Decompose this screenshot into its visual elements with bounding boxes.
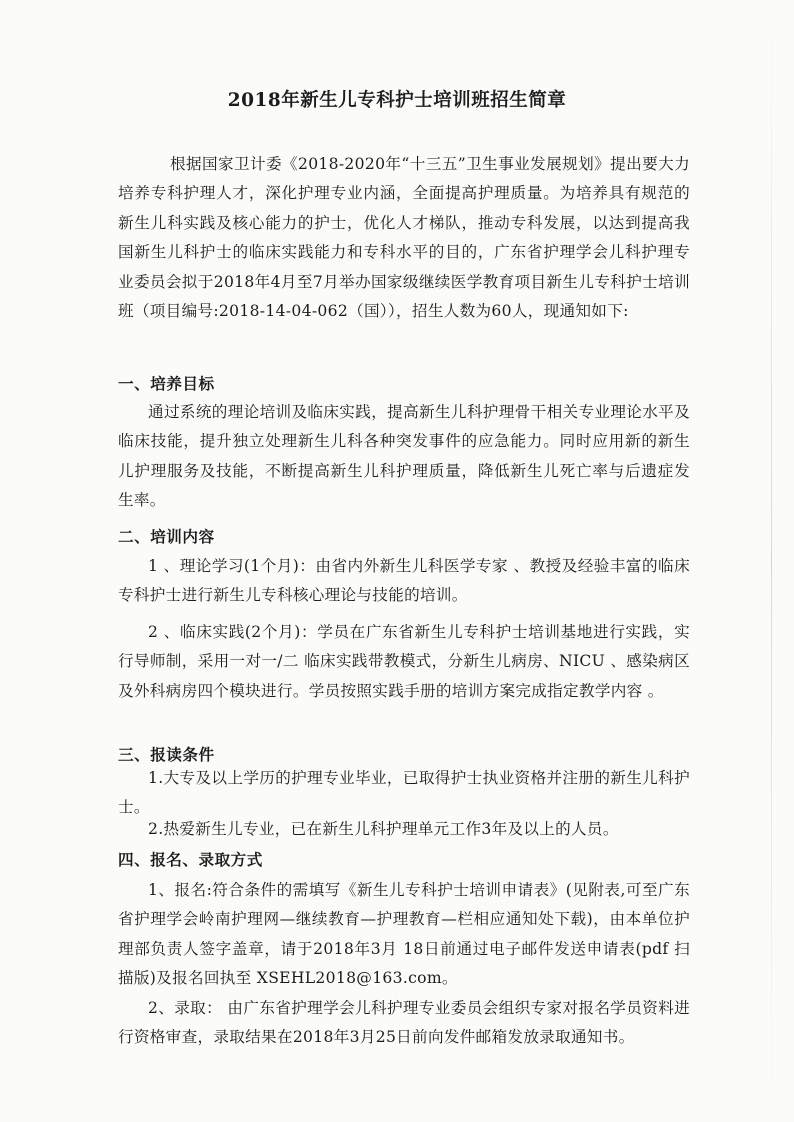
section-heading-content: 二、培训内容: [118, 527, 215, 546]
requirements-paragraph-2: 2.热爱新生儿专业，已在新生儿科护理单元工作3年及以上的人员。: [148, 820, 619, 838]
content-paragraph-practice: 2 、临床实践(2个月)：学员在广东省新生儿专科护士培训基地进行实践，实行导师制，采用一对一/二 临床实践带教模式，分新生儿病房、NICU 、感染病区及外科病房四个模块进行。学员按照实践手册的培训方案完成指定教学内容 。: [118, 623, 690, 700]
scan-edge-shadow: [771, 0, 772, 1122]
section-heading-requirements: 三、报读条件: [118, 745, 215, 764]
goals-paragraph: 通过系统的理论培训及临床实践，提高新生儿科护理骨干相关专业理论水平及临床技能，提升独立处理新生儿科各种突发事件的应急能力。同时应用新的新生儿护理服务及技能，不断提高新生儿科护理质量，降低新生儿死亡率与后遗症发生率。: [118, 403, 690, 510]
section-heading-enrollment: 四、报名、录取方式: [118, 850, 263, 869]
intro-paragraph: 根据国家卫计委《2018-2020年“十三五”卫生事业发展规划》提出要大力培养专科护理人才，深化护理专业内涵，全面提高护理质量。为培养具有规范的新生儿科实践及核心能力的护士，优化人才梯队，推动专科发展，以达到提高我国新生儿科护士的临床实践能力和专科水平的目的，广东省护理学会儿科护理专业委员会拟于2018年4月至7月举办国家级继续医学教育项目新生儿专科护士培训班（项目编号:2018-14-04-062（国）），招生人数为60人，现通知如下:: [118, 155, 690, 321]
enrollment-paragraph-admission: 2、录取： 由广东省护理学会儿科护理专业委员会组织专家对报名学员资料进行资格审查，录取结果在2018年3月25日前向发件邮箱发放录取通知书。: [118, 999, 690, 1047]
section-heading-goals: 一、培养目标: [118, 374, 215, 393]
content-paragraph-theory: 1 、理论学习(1个月)：由省内外新生儿科医学专家 、教授及经验丰富的临床专科护士进行新生儿专科核心理论与技能的培训。: [118, 557, 690, 605]
enrollment-paragraph-apply: 1、报名:符合条件的需填写《新生儿专科护士培训申请表》(见附表,可至广东省护理学会岭南护理网—继续教育—护理教育—栏相应通知处下载)，由本单位护理部负责人签字盖章，请于2018年3月 18日前通过电子邮件发送申请表(pdf 扫描版)及报名回执至 XSEHL2018@163.com。: [118, 881, 690, 988]
page-title: 2018年新生儿专科护士培训班招生简章: [227, 90, 567, 111]
requirements-paragraph-1: 1.大专及以上学历的护理专业毕业，已取得护士执业资格并注册的新生儿科护士。: [118, 769, 690, 817]
